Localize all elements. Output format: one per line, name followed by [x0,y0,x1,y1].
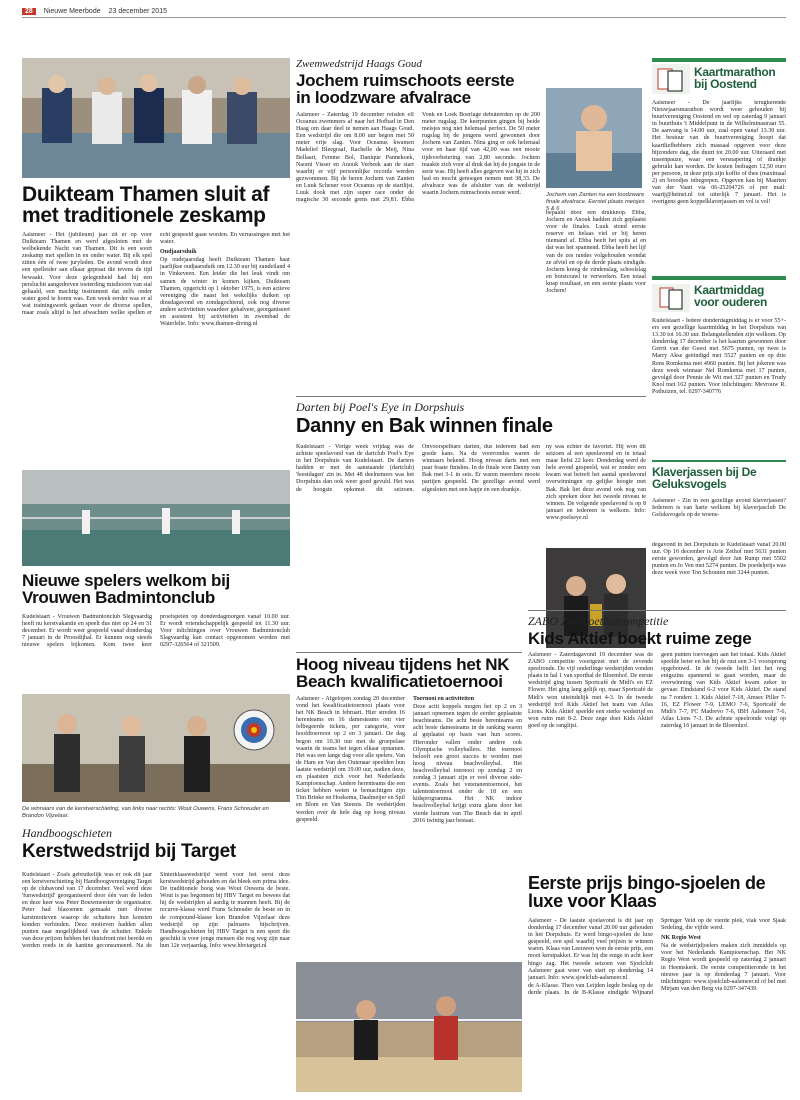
art2-body [296,112,540,390]
page-number: 28 [22,8,36,15]
art3-text2: ny was echter de favoriet. Hij won dit seizoen al een speelavond en in totaal maar liefst 22 keer. Donderdag werd de hele avond gespeeld, wat er zonder een kwam wat betreft het aantal speelavond overwinningen op gelijke hoogte met Bak. Bak liet deze avond ook nog van zich spreken door het tweede niveau te winnen. De volgende speelavond is op 8 januari en iedereen is welkom. Info: www.poelseye.nl [546,444,646,521]
art9-headline: Klaverjassen bij De Geluksvogels [652,466,757,491]
art1-section: Oudjaarsduik [160,249,197,256]
art1-headline: Duikteam Thamen sluit af met traditionele zeskamp [22,184,270,227]
art4-body [22,614,290,688]
art8-headbar [652,276,786,280]
art8-body [652,318,786,454]
art6-sub1: Toernooi en activiteiten [413,696,475,702]
art11-text: Aalsmeer - De laatste sjoelavond is dit jaar op donderdag 17 december vanaf 20.00 uur gehouden in het Dorpshuis. Er werd bingo-sjoelen de luxe gespeeld, een spel waarbij veel prijzen te winnen waren. Klaas van Leeuwen won de eerste prijs, een mooi kerstpakket. Er was hij die enige in acht keer bingo zag. Het tweede seizoen van Sjoelclub Aalsmeer gaat weer van start op donderdag 14 januari. Info: www.sjoelclub-aalsmeer.nl [528,918,653,981]
art7-headbar [652,58,786,62]
art2-text: Aalsmeer - Zaterdag 19 december reisden elf Oceanus zwemmers af naar het Hofbad in Den Haag om daar deel te nemen aan Haags Goud. Een wedstrijd die om 8.00 uur begon met 50 meter vrije slag. Voor Oceanus kwamen Madelief Bleegraaf, Rachelle de Meij, Nina Bellaart, Femme Bol, Danique Pannekoek, Naomi Visser en Anouk Verbeek aan de start waarbij er vijf persoonlijke records werden gezwommen. Bij de heren Jochem van Zanten en Luuk Scheuer voor Oceanus op de startlijst. Luuk dook met zijn super race onder de magische 30 seconde grens met 29,81. Ebba Vonk en Loek Boerlage debuteerden op de 200 meter rugslag. De keerpunten gingen bij beide meisjes nog niet helemaal perfect. De 50 meter rugslag bij de jongens werd gewonnen door Jochem van Zanten. Nina ging er ook helemaal voor en haar tijd van 42,00 was een mooie tijdsverbetering van 2,80 seconde. Jochem maakte zich voor al druk dat hij de jongste in de serie was. Hij heeft alles gegeven wat hij in zich had en mocht genoegen nemen met 38,33. De afvalrace was de afsluiter van de wedstrijd waarin Jochem ruimschoots eerste werd. [296,112,540,204]
art6-body [296,696,522,956]
art9-box [652,460,786,462]
issue-date: 23 december 2015 [108,8,167,15]
art3-headline: Danny en Bak winnen finale [296,416,553,437]
art4-headline: Nieuwe spelers welkom bij Vrouwen Badmintonclub [22,572,230,607]
art10-headline: Kids Aktief boekt ruime zege [528,630,752,648]
art3-rule [296,396,646,397]
art11-text3: Na de wedstrijdjoelers maken zich inmiddels op voor het Nederlands Kampioenschap. Het NK Regio West wordt gespeeld op zaterdag 2 januari in Heemskerk. De eerste competitieronde in het nieuwe jaar is op donderdag 7 januari. Voor inlichtingen: www.sjoelclub-aalsmeer.nl of bel met Mirjam van den Berg via 0297-347439. [661,943,786,992]
art3-text: Kudelstaart - Vorige week vrijdag was de achtste speelavond van de dartclub Poel's Eye in het Dorpshuis van Kudelstaart. De darters hadden er met de aanstaande (dartclub) 'feestdagen' zin in. Met 48 deelnemers was het Dorpshuis dan ook weer goed gevuld. Het was de hoogste opkomst dit seizoen. Onvoorspelbare darten, dus iedereen had een goede kans. Na de voorrondes waren de winnaars bekend. Hoog niveau darts met een paar fraaie finishes. In de finale won Danny van Bak met 3-1 in sets. Er waren meerdere mooie partijen gespeeld. De gezellige avond werd afgesloten met een hapje en een drankje. [296,444,540,493]
art10-rule [528,610,786,611]
art4-text: Kudelstaart - Vrouwen Badmintonclub Slegvaardig heeft nu kerstvakantie en speelt dus niet op 24 en 31 december. Er wordt weer gespeeld vanaf donderdag 7 januari in de Proosdijhal. Er kunnen nog steeds nieuwe spelers bijkomen. Kom twee keer proefspelen op donderdagmorgen vanaf 10.00 uur. Er wordt vriendschappelijk gespeeld tot 11.30 uur. Voor inlichtingen over Vrouwen Badmintonclub Slagvaardig kan contact opgenomen worden met 0297-326564 of 321509. [22,614,290,649]
photo-badminton-image [22,470,290,566]
photo-beach [296,962,522,1092]
photo-beach-image [296,962,522,1092]
art5-headline: Kerstwedstrijd bij Target [22,842,236,862]
art9-body [652,498,786,538]
art7-text: Aalsmeer - De jaarlijks terugkerende Nieuwjaarsmarathon wordt weer gehouden bij buurtvereniging Oostend en wel op zaterdag 9 januari in buurthuis 't Middelpunt in de Wilhelminastraat 55. De aanvang is 14.00 uur, zaal open vanaf 13.30 uur. Het bestuur van de buurtvereniging hoopt dat kaartliefhebbers zich massaal opgeven voor deze bijzondere dag, die duurt tot 20.00 uur. Uiteraard met tussenpauze, waar een versnapering of drankje gebruikt kan worden. De kosten bedragen 12,50 euro per persoon, in deze prijs zijn koffie of thee (maximaal 2) en broodjes inbegrepen. Opgeven kan bij Maarten van der Vaart via 06-25204726 of per mail: vaartj@hetnet.nl tot uiterlijk 7 januari. Het is overigens geen koppelklaverjassen en vol is vol! [652,100,786,206]
art8-body2 [652,542,786,602]
art6-headline: Hoog niveau tijdens het NK Beach kwalificatietoernooi [296,656,510,691]
art11-body [528,918,786,1092]
art8-headline: Kaartmiddag voor ouderen [694,284,768,309]
photo-duikteam-image [22,58,290,178]
art5-kicker: Handboogschieten [22,826,112,840]
art1-text: Aalsmeer - Het (jubileum) jaar zit er op voor Duikteam Thamen en werd afgesloten met de welbekende Nacht van Thamen. Dit is een soort zeskamp met spellen in en onder water. Bij elk spel zitten één of twee juryleden. De avond wordt door een spelleider aan elkaar gepraat die tevens de tijd bewaakt. Voor deze gelegenheid had hij een persluchtt aangedreven toeterding misthoorn van stal gehaald, een machtig instrument dat zelfs onder water goed te horen was. Een week eerder was er al wat trainingswerk gedaan voor de diverse spellen, maar zoals altijd is het afwachten welke spellen er echt gespeeld gaan worden. En verrassingen met het water. [22,232,290,317]
art5-caption: De winnaars van de kerstverschieting, van links naar rechts: Wout Ouwens, Frans Schreuder en Brandon Vijzelaar. [22,806,269,819]
page-header [22,6,786,18]
art6-rule [296,652,522,653]
art3-kicker: Darten bij Poel's Eye in Dorpshuis [296,400,465,414]
art8-text2: degavond in het Dorpshuis te Kudelstaart vanaf 20.00 uur. Op 16 december is Arie Zethof met 5631 punten eerste geworden, gevolgd door Jan Rump met 5502 punten en Jo Ven met 5274 punten. De poedelprijs was deze week voor Ton Schouten met 3244 punten. [652,542,786,577]
paper-name: Nieuwe Meerbode [43,8,101,15]
art3-body [296,444,540,642]
photo-badminton [22,470,290,566]
art2-caption: Jochem van Zanten na een loodzware finale afvalrace. Eerstel plaats meisjes 5 & 6 [546,192,645,212]
art6-text: Aalsmeer - Afgelopen zondag 20 december vond het kwalificatietoernooi plaats voor het NK Beach in februari. Hier streden 16 herenteams en 16 damesteams om vier felbegeerde tickets, per categorie, voor hoofdtoernooi op 2 en 3 januari. De dag begon om 10.30 uur met de groepsfase waarin de teams het tegen elkaar opnamen. Het was een lange dag voor alle spelers. Van de Ham en Van den Outenaar speelden hun laatste wedstrijd om 19.00 uur, nadien deze, en plaatsten zich voor het Nederlands Kampioenschap. Andere herenteams die een ticket hebben weten te bemachtigen zijn Tim Brinke en Hoekema, Daalmeijer en Spil en Blom en Van Steenis. De wedstrijden werden over de hele dag op hoog niveau gespeeld. [296,696,405,823]
photo-cards [652,64,690,94]
art10-kicker: ZABO Zaalvoetbalcompetitie [528,614,669,628]
art11-text2: de A-Klasse. Theo van Leijden legde beslag op de derde plaats. In de B-Klasse eindigde Wijnand Springer Veld op de vierde plek, vlak voor Sjaak Sedeling, die vijfde werd. [528,918,786,996]
art6-text2: Deze actit koppels mogen het op 2 en 3 januari opnemen tegen de eerder geplaatste beachteams. De acht beste herenteams en acht beste damesteams in de ranking waren al geplaatst op basis van hun scores. Hieronder vallen onder andere ook Olympische volleyballers. Het toernooi belooft een groot succes te worden met hoog niveau beachvolleybal. Het beachvolleybal toernooi op zondag 2 en zondag 3 januari zijn er veel diverse side-events. Zoals het veteranentoernooi, het talententoernooi onder de 18 en een kidsprogramma. Het NK indoor beachvolleybal krijgt extra glans door het vierde lustrum van The Beach dat in april 2016 twintig jaar bestaat. [413,704,522,824]
photo-jochem-image [546,88,642,188]
art7-headline: Kaartmarathon bij Oostend [694,66,776,91]
art10-body [528,652,786,848]
photo-jochem [546,88,642,188]
art2-text2: bepaald door een drukknop. Ebba, Jochem en Anouk hadden zich geplaatst voor de finales. Luuk stond eerste reserve en helaas viel er bij heren niemand af. Ebba heeft het spits af en dat was het spannend. Ebba heeft het lijf van de zes randes volgehouden wondat ze afviel en op de derde plaats eindigde. Jochem kreeg de vindenslag, schoolslag en borstcrawl te verwerken. Een totaal knap resultaat, en een eerste plaats voor Jochem! [546,210,646,295]
art11-headline: Eerste prijs bingo-sjoelen de luxe voor Klaas [528,874,766,911]
art10-text: Aalsmeer - Zaterdagavond 19 december was de ZABO competitie voortgezet met de zevende speelronde. De vijf onderlinge wedstrijden vonden plaats in hal 1 van sporthal de Bloemhof. De eerste wedstrijd ging tussen Sportcafé de Midi's en EZ Flower. Het ging lang gelijk op, maar Sportcafé de Midi's won uiteindelijk met 4-3. In de tweede wedstrijd trof Kids Aktief het team van Atlas Lions. Kids Aktief speelde een sterke wedstrijd en won ruim met 8-2. Deze zege doet Kids Aktief goed op de ranglijst. [528,652,653,729]
art9-text: Aalsmeer - Zin in een gezellige avond klaverjassen? Iedereen is van harte welkom bij klaverjasclub De Geluksvogels op de woens- [652,498,786,519]
art8-text: Kudelstaart - Iedere donderdagmiddag is er voor 55+-ers een gezellige kaartmiddag in het Dorpshuis van 13.30 tot 16.30 uur. Belangstellenden zijn welkom. Op donderdag 17 december is het kaarten gewonnen door Gerrit van der Geest met 5675 punten, op twee is Marry Akse geëindigd met 5527 punten en op drie Rens Romkema met 4960 punten. Bij het jokeren was deze week winnaar Nel Romkema met 17 punten, gevolgd door Pennie de Wit met 327 punten en Trudy Knol met 162 punten. Voor inlichtingen: Mevrouw R. Pothuizen, tel. 0297-340776 [652,318,786,395]
art5-body [22,872,290,1092]
photo-duikteam [22,58,290,178]
art10-text2: geen punten toevoegen aan het totaal. Kids Aktief speelde beter en het bij de rust een 3-1 voorsprong opgebouwd. In de tweede helft liet het nog enigszins spannend te gaan worden, maar de overwinning van Kids Aktief kwam zeker in gevaar. Eindstand 6-2 voor Kids Aktief. De stand na 7 ronden: 1. Kids Aktief 7-18, Amsec Piller 7-16, EZ Flower 7-9, LEMO 7-6, Sportcafé de Midi's 7-7, FC Madrevo 7-6, IBH Aalsmeer 7-6, Atlas Lions 7-3. De achtste speelronde volgt op zaterdag 16 januari in de Bloemhof. [661,652,786,729]
art2-headline: Jochem ruimschoots eerste in loodzware afvalrace [296,72,515,107]
photo-cards-2 [652,284,690,312]
cards-icon [652,64,690,94]
cards-icon-2 [652,284,690,312]
art11-sub1: NK Regio West [661,935,701,942]
art7-body [652,100,786,268]
art1-text2: Op oudejaarsdag heeft Duikteam Thamen haar jaarlijkse oudjaarsduik om 12.30 uur bij zandeiland 4 in Vinkeveen. Een leider die het leuk vindt om samen de winter in komen kijken, Duikteam Thamen, opgericht op 1 oktober 1975, is een actieve vereniging die naast het wekelijks duiken op dinsdagavond en zondagochtend, ook nog diverse andere activiteiten waardeer gehalveer, georganiseert en assistent bij activiteiten in zwembad de Waterlelie. Info: www.thamen-diving.nl [160,257,290,328]
art5-text: Kudelstaart - Zoals gebruikelijk was er ook dit jaar een kerstverschieting bij Handboogvereniging Target op de clubavond van 17 december. Veel werd deze 'funwedstrijd' georganiseerd door één van de leden en deze keer was Peter Bouwmeester de organisator. Peter had blazoenen gemaakt met diverse karstmotieven waarop de schutters hun konsten konden verbinden. Deze motieven hadden allen punten naar mogelijkheid van de schutter. Enkele van deze prijzen hebben het thuisfront niet bereikt en werden reeds in de kantine geconsumeerd. Na de Sinterklaaswedstrijd werd voor het eerst deze kerstwedstrijd gehouden en dat bleek een prima idee. De traditionele boog was Wout Ouwens de beste. Wout is pas begonnen bij HBV Target en bewees dat hij de wedstrijden al aardig te mannen heeft. Bij de recurve-klasse werd Frans Schreuder de beste en in de compound-klasse kon Brandon Vijzelaar deze wedstrijd op zijn palmares bijschrijven. Handboogschieten bij HBV Target is een sport die geschikt is voor jonge mensen die nog weg zijn naar hun 12e verjaardag. Info: www.hbvtarget.nl [22,872,290,949]
photo-target-image [22,694,290,802]
art3-body2 [546,444,646,544]
photo-target [22,694,290,802]
art2-kicker: Zwemwedstrijd Haags Goud [296,58,422,70]
art2-body2 [546,210,646,390]
